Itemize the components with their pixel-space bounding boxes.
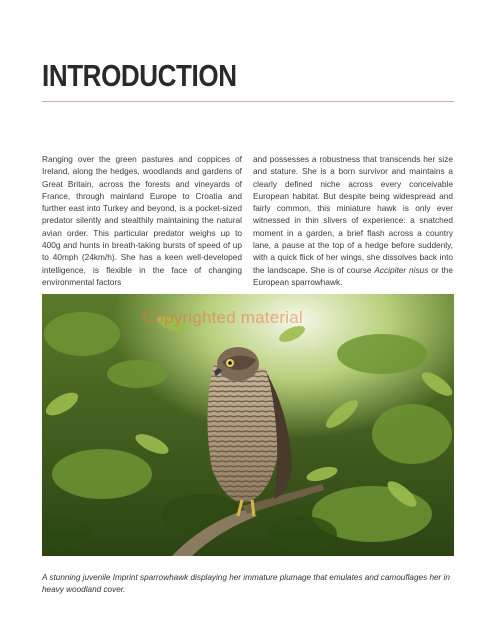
photo-illustration xyxy=(42,294,454,556)
body-text-end: or the European sparrowhawk. xyxy=(253,264,453,287)
body-text: and possesses a robustness that transcends her size and stature. She is a born survivor and maintains a clearly defined niche across every conceivable European habitat. But despite being widespread and fairly common, this miniature hawk is only ever witnessed in thin slivers of experience: a snatched moment in a garden, a brief flash across a country lane, a pause at the top of a hedge before suddenly, with a quick flick of her wings, she dissolves back into the landscape. She is of course xyxy=(253,154,453,275)
watermark: Copyrighted material xyxy=(142,308,303,327)
title-divider xyxy=(42,101,454,102)
page-title: INTRODUCTION xyxy=(42,58,237,93)
species-name: Accipiter nisus xyxy=(374,264,429,275)
sparrowhawk-photo xyxy=(42,294,454,556)
photo-caption: A stunning juvenile Imprint sparrowhawk displaying her immature plumage that emulates and camouflages her in heavy woodland cover. xyxy=(42,573,450,594)
body-column-left: Ranging over the green pastures and coppices of Ireland, along the hedges, woodlands and gardens of Great Britain, across the forests and vineyards of France, through mainland Europe to Croatia and further east into Turkey and beyond, is a pocket-sized predator silently and stealthily maintaining the natural avian order. This particular predator weighs up to 400g and hunts in breath-taking bursts of speed of up to 40mph (24km/h). She has a keen well-developed intelligence, is flexible in the face of changing environmental factors xyxy=(42,154,242,287)
body-column-right xyxy=(253,153,453,288)
